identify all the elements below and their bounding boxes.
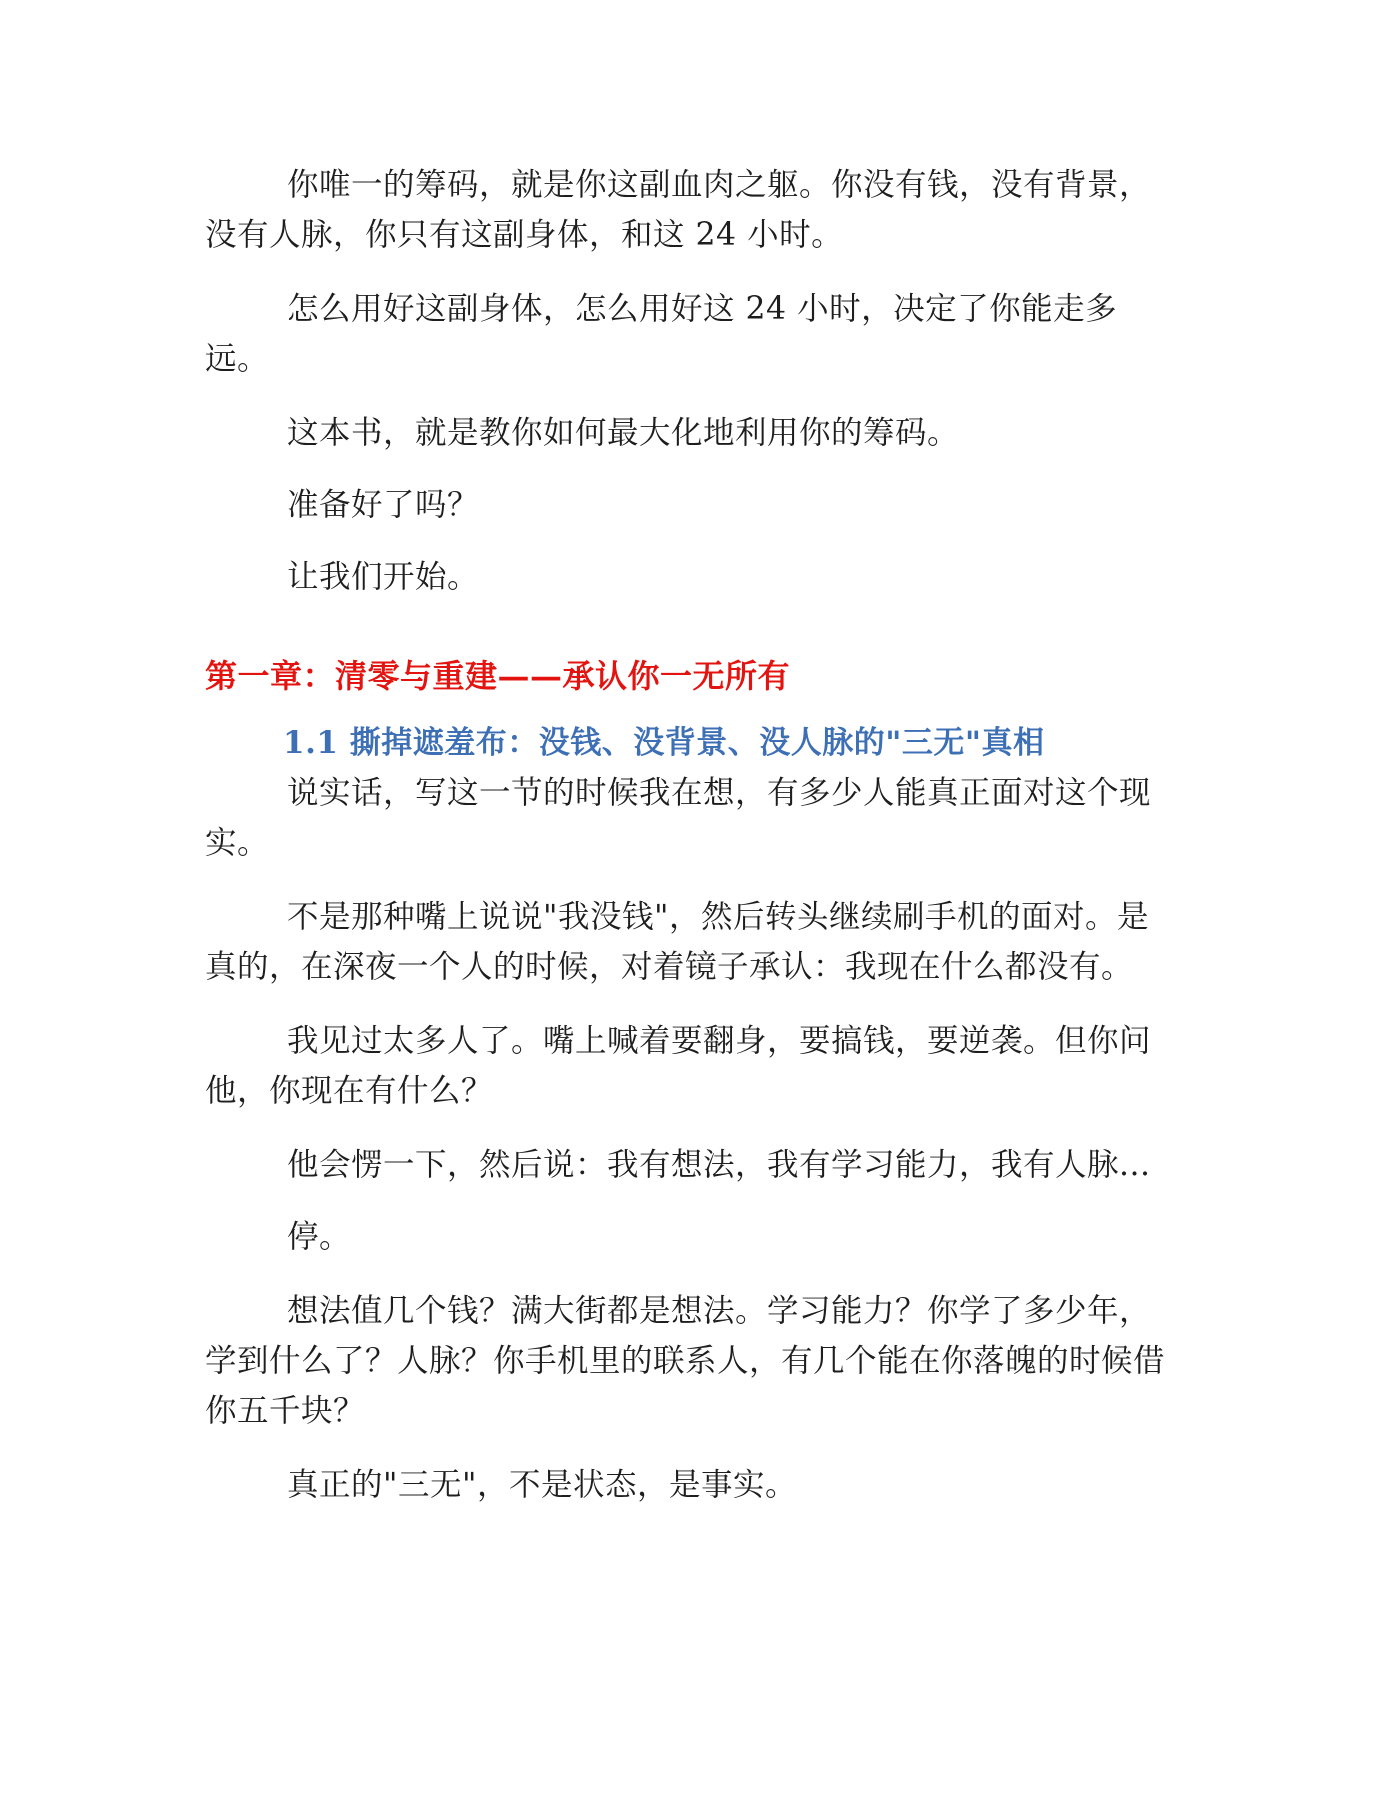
paragraph: 真正的"三无"，不是状态，是事实。: [287, 1467, 797, 1503]
paragraph: 你唯一的筹码，就是你这副血肉之躯。你没有钱，没有背景，没有人脉，你只有这副身体，和这 24 小时。: [205, 167, 1152, 253]
paragraph: 我见过太多人了。嘴上喊着要翻身，要搞钱，要逆袭。但你问他，你现在有什么？: [205, 1023, 1152, 1109]
paragraph: 停。: [287, 1219, 352, 1255]
paragraph: 说实话，写这一节的时候我在想，有多少人能真正面对这个现实。: [205, 775, 1152, 861]
section-title: 1.1 撕掉遮羞布：没钱、没背景、没人脉的"三无"真相: [283, 725, 1045, 761]
paragraph: 想法值几个钱？满大街都是想法。学习能力？你学了多少年，学到什么了？人脉？你手机里的联系人，有几个能在你落魄的时候借你五千块？: [205, 1293, 1166, 1429]
chapter-title: 第一章：清零与重建——承认你一无所有: [205, 657, 791, 695]
paragraph: 他会愣一下，然后说：我有想法，我有学习能力，我有人脉...: [287, 1147, 1151, 1183]
page-content: [205, 160, 1175, 1510]
paragraph: 不是那种嘴上说说"我没钱"，然后转头继续刷手机的面对。是真的，在深夜一个人的时候，对着镜子承认：我现在什么都没有。: [205, 899, 1149, 985]
paragraph: 准备好了吗？: [287, 487, 480, 523]
paragraph: 这本书，就是教你如何最大化地利用你的筹码。: [287, 415, 960, 451]
paragraph: 让我们开始。: [287, 559, 480, 595]
paragraph: 怎么用好这副身体，怎么用好这 24 小时，决定了你能走多远。: [205, 291, 1118, 377]
